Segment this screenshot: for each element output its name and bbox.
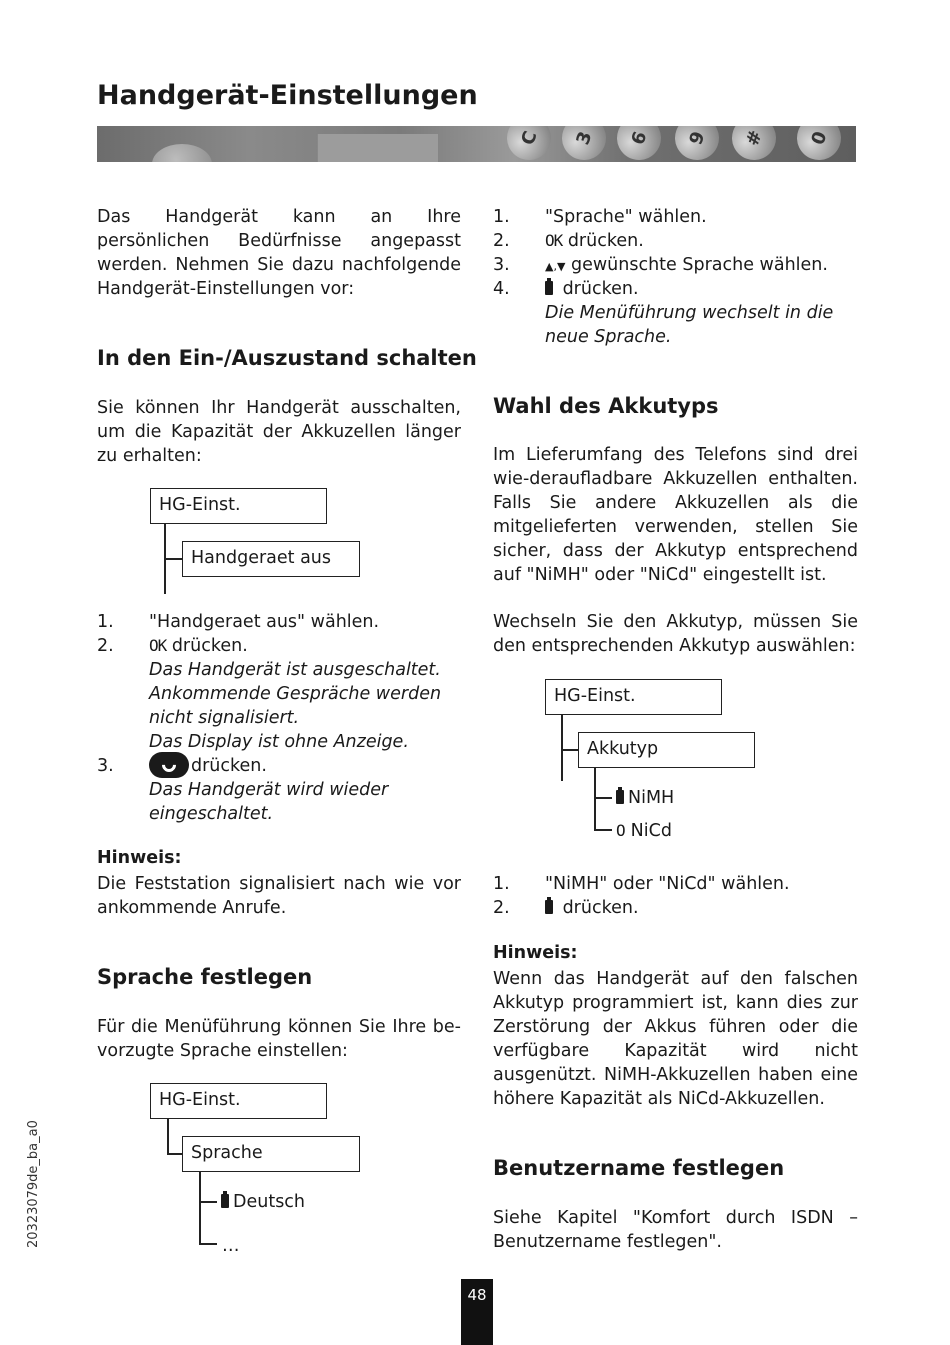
- step-note: eingeschaltet.: [149, 804, 274, 824]
- step-note: nicht signalisiert.: [149, 708, 300, 728]
- menu-box-sprache: Sprache: [182, 1136, 360, 1172]
- step-note: Ankommende Gespräche werden: [149, 684, 442, 704]
- section-title-username: Benutzername festlegen: [493, 1156, 785, 1180]
- menu-tree-line: [164, 558, 182, 560]
- step-number: 2.: [97, 636, 114, 656]
- keypad-key: C: [501, 126, 557, 162]
- intro-text: Das Handgerät kann an Ihre persönlichen Bedürfnisse angepasst werden. Nehmen Sie dazu nachfolgende Handgerät-Einstellungen vor:: [97, 207, 461, 299]
- menu-box-hg-einst: HG-Einst.: [150, 488, 327, 524]
- menu-option-nicd: [616, 819, 672, 843]
- ok-key-icon: OK: [149, 636, 167, 655]
- battery-steps: [493, 872, 858, 920]
- keypad-key: 6: [611, 126, 667, 162]
- step-note: neue Sprache.: [545, 327, 672, 347]
- step-note: Das Handgerät ist ausgeschaltet.: [149, 660, 441, 680]
- menu-box-akkutyp: Akkutyp: [578, 732, 755, 768]
- unselected-option-icon: O: [616, 821, 626, 840]
- step-number: 1.: [97, 612, 114, 632]
- page-number: 48: [461, 1279, 493, 1345]
- document-code: 20323079de_ba_a0: [26, 1120, 41, 1248]
- step-text: drücken.: [166, 636, 248, 656]
- step-text: "NiMH" oder "NiCd" wählen.: [545, 874, 790, 894]
- confirm-key-icon: [545, 900, 553, 914]
- menu-tree-line: [561, 715, 563, 781]
- section-title-language: Sprache festlegen: [97, 965, 313, 989]
- keypad-key: 9: [669, 126, 725, 162]
- menu-tree-line: [594, 797, 612, 799]
- step-text: drücken.: [191, 756, 267, 776]
- menu-tree-line: [594, 768, 596, 830]
- menu-tree-line: [167, 1153, 182, 1155]
- step-number: 4.: [493, 279, 510, 299]
- step-number: 3.: [97, 756, 114, 776]
- username-text: Siehe Kapitel "Komfort durch ISDN – Benutzername festlegen".: [493, 1208, 858, 1252]
- step-note: Die Menüführung wechselt in die: [545, 303, 834, 323]
- keypad-key: #: [726, 126, 782, 162]
- step-text: gewünschte Sprache wählen.: [565, 255, 828, 275]
- keypad-key: 3: [556, 126, 612, 162]
- menu-option-label: NiCd: [630, 821, 672, 841]
- hinweis-label: Hinweis:: [97, 848, 182, 868]
- step-text: "Sprache" wählen.: [545, 207, 707, 227]
- menu-box-hg-einst: HG-Einst.: [545, 679, 722, 715]
- menu-option-nimh: [616, 786, 674, 810]
- selected-option-icon: [221, 1194, 229, 1208]
- language-steps: [493, 205, 858, 349]
- menu-tree-line: [199, 1172, 201, 1244]
- handset-keypad-banner: [97, 126, 856, 162]
- step-number: 3.: [493, 255, 510, 275]
- handset-key-photo: [152, 144, 212, 162]
- menu-option-label: Deutsch: [233, 1192, 306, 1212]
- menu-option-label: NiMH: [628, 788, 675, 808]
- section-title-battery: Wahl des Akkutyps: [493, 394, 719, 418]
- step-number: 1.: [493, 874, 510, 894]
- language-text: Für die Menüführung können Sie Ihre be-vorzugte Sprache einstellen:: [97, 1017, 461, 1061]
- menu-option-more: …: [222, 1236, 240, 1256]
- step-number: 1.: [493, 207, 510, 227]
- step-number: 2.: [493, 231, 510, 251]
- keypad-key: 0: [791, 126, 847, 162]
- step-text: drücken.: [557, 898, 639, 918]
- step-text: drücken.: [557, 279, 639, 299]
- end-call-key-icon: [149, 752, 189, 778]
- power-steps: [97, 610, 461, 826]
- menu-tree-line: [167, 1119, 169, 1153]
- menu-tree-line: [199, 1243, 217, 1245]
- hinweis-label: Hinweis:: [493, 943, 578, 963]
- power-text: Sie können Ihr Handgerät ausschalten, um die Kapazität der Akkuzellen länger zu erhalten:: [97, 398, 461, 466]
- step-text: drücken.: [562, 231, 644, 251]
- battery-select-text: Wechseln Sie den Akkutyp, müssen Sie den entsprechenden Akkutyp auswählen:: [493, 612, 858, 656]
- step-number: 2.: [493, 898, 510, 918]
- up-down-arrow-icon: ▲,▼: [545, 260, 566, 273]
- menu-tree-line: [594, 829, 612, 831]
- menu-box-hg-einst: HG-Einst.: [150, 1083, 327, 1119]
- hinweis-text: Wenn das Handgerät auf den falschen Akkutyp programmiert ist, kann dies zur Zerstörung der Akkus führen oder die verfügbare Kapazität wird nicht ausgenützt. NiMH-Akkuzellen haben eine höhere Kapazität als NiCd-Akkuzellen.: [493, 969, 858, 1109]
- handset-display-photo: [317, 134, 438, 162]
- section-title-power: In den Ein-/Auszustand schalten: [97, 346, 477, 370]
- hinweis-text: Die Feststation signalisiert nach wie vor ankommende Anrufe.: [97, 874, 461, 918]
- step-note: Das Display ist ohne Anzeige.: [149, 732, 409, 752]
- battery-text: Im Lieferumfang des Telefons sind drei wie-deraufladbare Akkuzellen enthalten. Falls Sie andere Akkuzellen als die mitgelieferten verwenden, stellen Sie sicher, dass der Akkutyp entsprechend auf "NiMH" oder "NiCd" eingestellt ist.: [493, 445, 858, 585]
- confirm-key-icon: [545, 281, 553, 295]
- menu-box-handgeraet-aus: Handgeraet aus: [182, 541, 360, 577]
- menu-tree-line: [199, 1201, 217, 1203]
- selected-option-icon: [616, 790, 624, 804]
- page-title: Handgerät-Einstellungen: [97, 80, 478, 111]
- menu-tree-line: [561, 749, 578, 751]
- step-note: Das Handgerät wird wieder: [149, 780, 389, 800]
- menu-option-deutsch: [221, 1190, 305, 1214]
- step-text: "Handgeraet aus" wählen.: [149, 612, 380, 632]
- ok-key-icon: OK: [545, 231, 563, 250]
